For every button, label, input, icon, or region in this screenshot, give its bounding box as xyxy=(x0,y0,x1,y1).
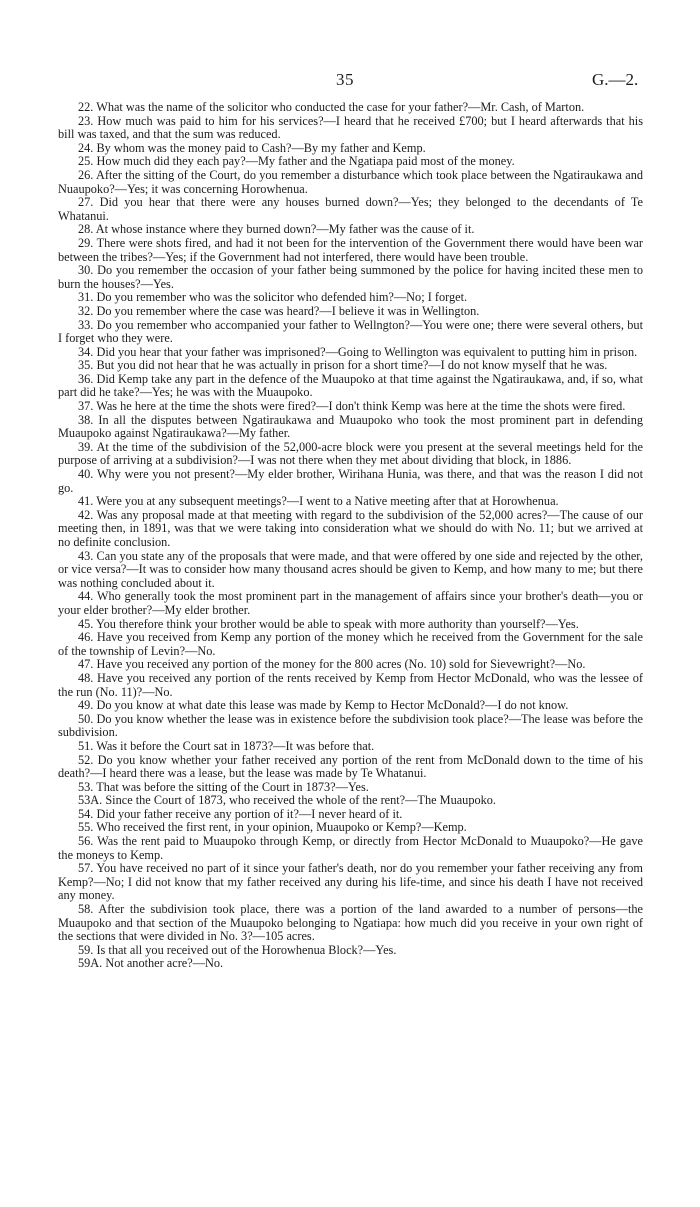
question-48: 48. Have you received any portion of the rents received by Kemp from Hector McDonald, who was the lessee of the run (No. 11)?—No. xyxy=(58,670,643,699)
question-47: 47. Have you received any portion of the money for the 800 acres (No. 10) sold for Sievewright?—No. xyxy=(78,657,586,672)
question-22: 22. What was the name of the solicitor who conducted the case for your father?—Mr. Cash, of Marton. xyxy=(78,100,585,114)
question-44: 44. Who generally took the most prominent part in the management of affairs since your brother's death—you or your elder brother?—My elder brother. xyxy=(58,589,643,617)
question-50: 50. Do you know whether the lease was in existence before the subdivision took place?—The lease was before the subdivision. xyxy=(58,711,643,740)
question-34: 34. Did you hear that your father was imprisoned?—Going to Wellington was equivalent to putting him in prison. xyxy=(78,344,638,359)
question-27: 27. Did you hear that there were any houses burned down?—Yes; they belonged to the decendants of Te Whatanui. xyxy=(58,195,643,223)
question-35: 35. But you did not hear that he was actually in prison for a short time?—I do not know myself that he was. xyxy=(78,358,608,373)
question-53a: 53A. Since the Court of 1873, who received the whole of the rent?—The Muaupoko. xyxy=(78,793,496,808)
testimony-body xyxy=(58,101,643,971)
question-51: 51. Was it before the Court sat in 1873?—It was before that. xyxy=(78,738,375,753)
question-24: 24. By whom was the money paid to Cash?—By my father and Kemp. xyxy=(78,140,426,155)
question-43: 43. Can you state any of the proposals that were made, and that were offered by one side and rejected by the other, or vice versa?—It was to consider how many thousand acres should be given to Kemp, and how many to me; but there was nothing concluded about it. xyxy=(58,548,643,590)
question-31: 31. Do you remember who was the solicitor who defended him?—No; I forget. xyxy=(78,290,468,305)
question-36: 36. Did Kemp take any part in the defence of the Muaupoko at that time against the Ngatiraukawa, and, if so, what part did he take?—Yes; he was with the Muaupoko. xyxy=(58,371,643,400)
question-32: 32. Do you remember where the case was heard?—I believe it was in Wellington. xyxy=(78,303,480,318)
document-reference: G.—2. xyxy=(592,70,639,89)
question-59a: 59A. Not another acre?—No. xyxy=(78,956,224,971)
question-28: 28. At whose instance where they burned down?—My father was the cause of it. xyxy=(78,222,475,237)
question-49: 49. Do you know at what date this lease was made by Kemp to Hector McDonald?—I do not know. xyxy=(78,698,569,713)
question-38: 38. In all the disputes between Ngatiraukawa and Muaupoko who took the most prominent part in defending Muaupoko against Ngatiraukawa?—My father. xyxy=(58,412,643,441)
question-39: 39. At the time of the subdivision of the 52,000-acre block were you present at the several meetings held for the purpose of arriving at a subdivision?—I was not there when they met about dividing that block, in 1886. xyxy=(58,439,643,468)
question-57: 57. You have received no part of it since your father's death, nor do you remember your father receiving any from Kemp?—No; I did not know that my father received any during his life-time, and since his death I have not received any money. xyxy=(58,861,643,903)
question-58: 58. After the subdivision took place, there was a portion of the land awarded to a number of persons—the Muaupoko and that section of the Muaupoko belonging to Ngatiapa: how much did you receive in your own right of the sections that were divided in No. 3?—105 acres. xyxy=(58,902,643,944)
question-46: 46. Have you received from Kemp any portion of the money which he received from the Government for the sale of the township of Levin?—No. xyxy=(58,630,643,658)
question-23: 23. How much was paid to him for his services?—I heard that he received £700; but I heard afterwards that his bill was taxed, and that the sum was reduced. xyxy=(58,113,643,142)
question-42: 42. Was any proposal made at that meeting with regard to the subdivision of the 52,000 acres?—The cause of our meeting then, in 1891, was that we were taking into consideration what we should do with No. 11; but we arrived at no definite conclusion. xyxy=(58,507,643,549)
question-30: 30. Do you remember the occasion of your father being summoned by the police for having incited these men to burn the houses?—Yes. xyxy=(58,263,643,291)
question-59: 59. Is that all you received out of the Horowhenua Block?—Yes. xyxy=(78,942,397,957)
question-37: 37. Was he here at the time the shots were fired?—I don't think Kemp was here at the time the shots were fired. xyxy=(78,399,626,414)
question-25: 25. How much did they each pay?—My father and the Ngatiapa paid most of the money. xyxy=(78,154,515,169)
page-number: 35 xyxy=(336,70,354,89)
question-29: 29. There were shots fired, and had it not been for the intervention of the Government there would have been war between the tribes?—Yes; if the Government had not interfered, there would have been trouble. xyxy=(58,235,643,264)
question-52: 52. Do you know whether your father received any portion of the rent from McDonald down to the time of his death?—I heard there was a lease, but the lease was made by Te Whatanui. xyxy=(58,752,643,781)
question-26: 26. After the sitting of the Court, do you remember a disturbance which took place between the Ngatiraukawa and Nuaupoko?—Yes; it was concerning Horowhenua. xyxy=(58,167,643,196)
question-40: 40. Why were you not present?—My elder brother, Wirihana Hunia, was there, and that was the reason I did not go. xyxy=(58,467,643,495)
question-41: 41. Were you at any subsequent meetings?—I went to a Native meeting after that at Horowhenua. xyxy=(78,494,559,509)
question-56: 56. Was the rent paid to Muaupoko through Kemp, or directly from Hector McDonald to Muaupoko?—He gave the moneys to Kemp. xyxy=(58,834,643,862)
question-54: 54. Did your father receive any portion of it?—I never heard of it. xyxy=(78,806,403,821)
question-33: 33. Do you remember who accompanied your father to Wellngton?—You were one; there were several others, but I forget who they were. xyxy=(58,317,643,346)
question-53: 53. That was before the sitting of the Court in 1873?—Yes. xyxy=(78,779,369,794)
question-55: 55. Who received the first rent, in your opinion, Muaupoko or Kemp?—Kemp. xyxy=(78,820,467,835)
question-45: 45. You therefore think your brother would be able to speak with more authority than yourself?—Yes. xyxy=(78,616,579,631)
